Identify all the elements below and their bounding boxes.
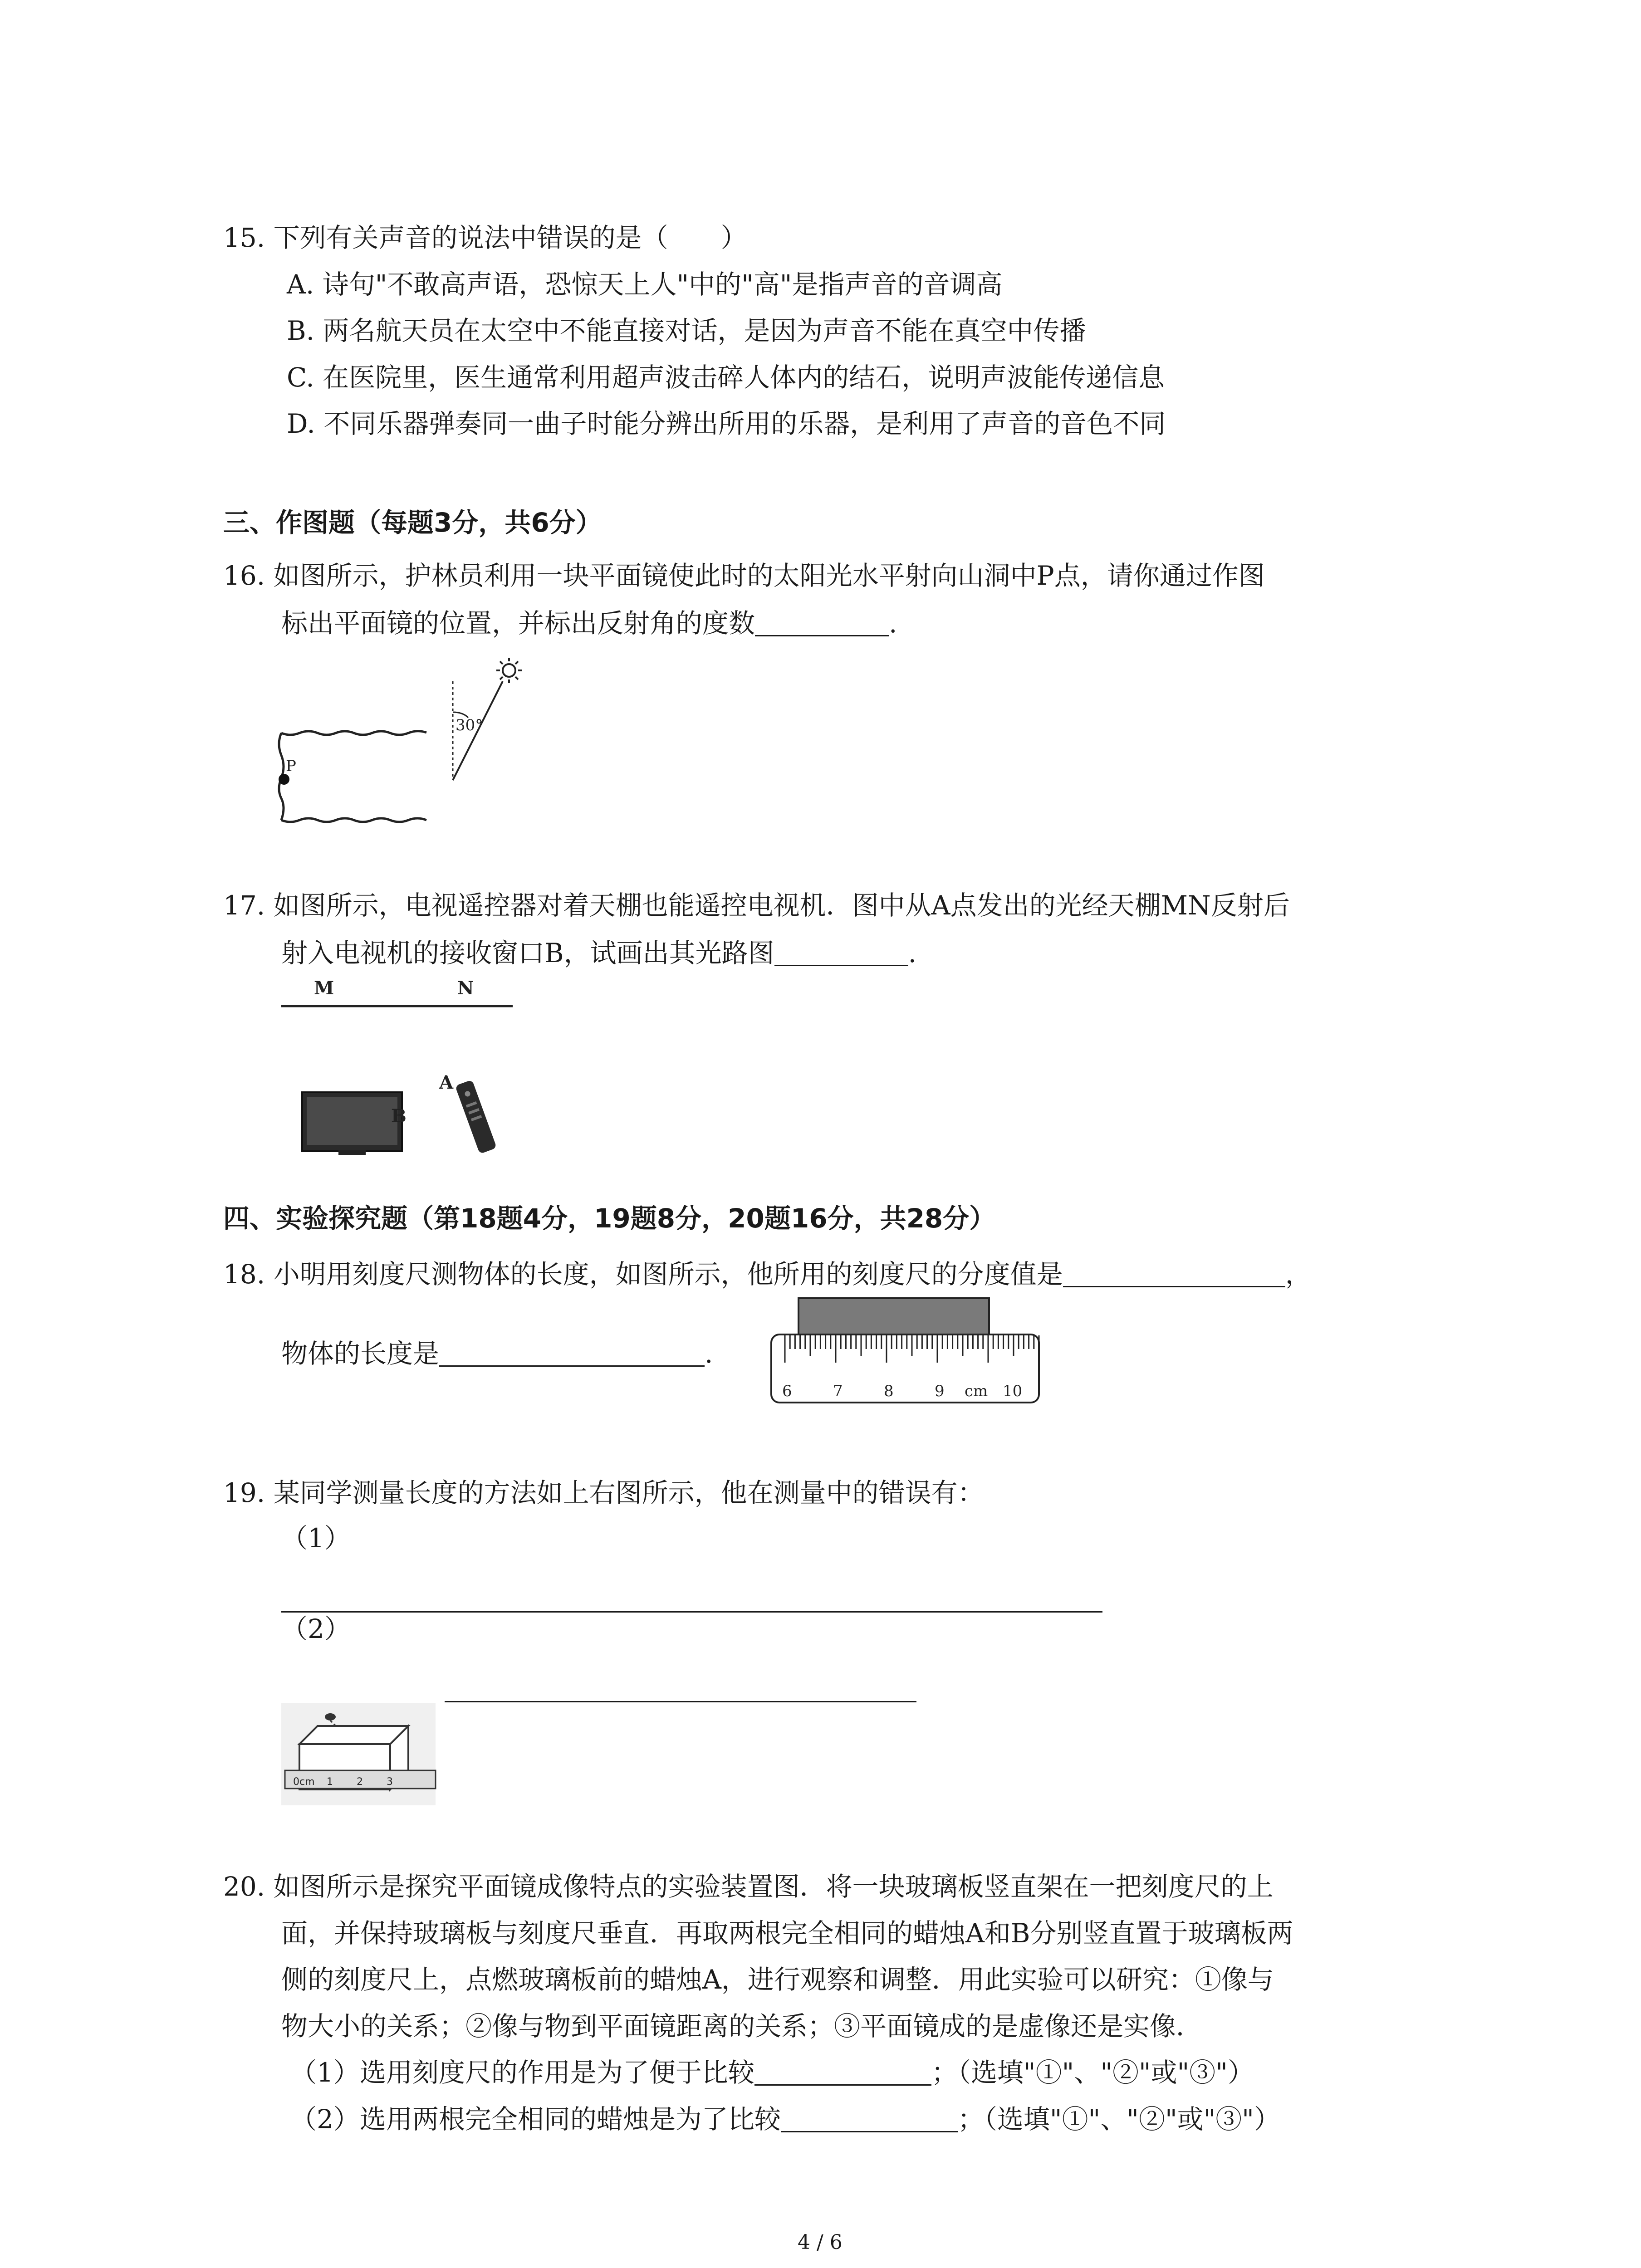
q15-option-d: D. 不同乐器弹奏同一曲子时能分辨出所用的乐器，是利用了声音的音色不同 bbox=[287, 408, 1166, 439]
q19-item2-label: （2） bbox=[281, 1613, 351, 1644]
q20-sub1-text: （1）选用刻度尺的作用是为了便于比较 bbox=[290, 2057, 754, 2088]
ruler-label-0cm: 0cm bbox=[293, 1776, 315, 1788]
cave-bottom-edge bbox=[281, 818, 426, 822]
q17-end: . bbox=[908, 938, 917, 968]
q20-sub1-end: ；（选填"①"、"②"或"③"） bbox=[931, 2057, 1254, 2088]
q19-stem: 19. 某同学测量长度的方法如上右图所示，他在测量中的错误有： bbox=[223, 1477, 984, 1508]
q18-answer-blank-1[interactable] bbox=[1063, 1262, 1285, 1287]
q20-sub1 bbox=[290, 2059, 1254, 2086]
q17-line2 bbox=[281, 940, 916, 966]
q15-stem: 15. 下列有关声音的说法中错误的是（ ） bbox=[223, 222, 747, 253]
q17-line2-text: 射入电视机的接收窗口B，试画出其光路图 bbox=[281, 938, 774, 968]
tv-icon bbox=[302, 1092, 402, 1155]
q16-end: . bbox=[889, 608, 897, 639]
q17-tv-remote-figure bbox=[277, 975, 513, 1157]
ruler-label-8: 8 bbox=[884, 1382, 894, 1400]
q16-line2-text: 标出平面镜的位置，并标出反射角的度数 bbox=[281, 608, 755, 639]
q19-answer-line-1[interactable] bbox=[281, 1611, 1102, 1613]
point-p-label: P bbox=[286, 757, 296, 775]
q16-line1: 16. 如图所示，护林员利用一块平面镜使此时的太阳光水平射向山洞中P点，请你通过作图 bbox=[223, 560, 1265, 591]
q18-line1 bbox=[223, 1259, 1312, 1290]
q20-sub2-end: ；（选填"①"、"②"或"③"） bbox=[957, 2104, 1280, 2135]
q18-ruler-figure bbox=[762, 1297, 1043, 1415]
label-n: N bbox=[457, 978, 474, 999]
section-3-title: 三、作图题（每题3分，共6分） bbox=[223, 507, 602, 538]
q18-line2-text: 物体的长度是 bbox=[281, 1338, 440, 1369]
q18-line1-end: ， bbox=[1285, 1259, 1312, 1290]
q18-line2 bbox=[281, 1340, 713, 1367]
q16-cave-mirror-figure bbox=[272, 644, 526, 835]
q16-line2 bbox=[281, 608, 897, 639]
q18-line2-end: . bbox=[705, 1338, 713, 1369]
q18-answer-blank-2[interactable] bbox=[439, 1342, 705, 1367]
ruler-label-1: 1 bbox=[327, 1776, 333, 1788]
q20-line1: 20. 如图所示是探究平面镜成像特点的实验装置图．将一块玻璃板竖直架在一把刻度尺的上 bbox=[223, 1871, 1274, 1902]
measured-object bbox=[798, 1298, 989, 1334]
q20-answer-blank-1[interactable] bbox=[754, 2061, 931, 2086]
q15-option-b: B. 两名航天员在太空中不能直接对话，是因为声音不能在真空中传播 bbox=[287, 315, 1086, 346]
point-p bbox=[279, 774, 289, 785]
q15-option-c: C. 在医院里，医生通常利用超声波击碎人体内的结石，说明声波能传递信息 bbox=[287, 362, 1165, 393]
page-number: 4 / 6 bbox=[798, 2231, 843, 2254]
label-m: M bbox=[314, 978, 334, 999]
eye-icon bbox=[325, 1713, 336, 1721]
q16-answer-blank[interactable] bbox=[755, 611, 889, 636]
sun-icon bbox=[496, 658, 522, 683]
ruler-label-2: 2 bbox=[357, 1776, 363, 1788]
ruler-label-3: 3 bbox=[387, 1776, 393, 1788]
q19-answer-line-2[interactable] bbox=[445, 1701, 916, 1702]
q20-sub2 bbox=[290, 2104, 1280, 2135]
angle-label: 30° bbox=[456, 716, 483, 734]
q20-line2: 面，并保持玻璃板与刻度尺垂直．再取两根完全相同的蜡烛A和B分别竖直置于玻璃板两 bbox=[281, 1918, 1293, 1949]
label-b: B bbox=[391, 1105, 407, 1127]
q17-answer-blank[interactable] bbox=[774, 941, 908, 966]
q20-answer-blank-2[interactable] bbox=[781, 2107, 958, 2132]
q18-line1-text: 18. 小明用刻度尺测物体的长度，如图所示，他所用的刻度尺的分度值是 bbox=[223, 1259, 1063, 1290]
q15-option-a: A. 诗句"不敢高声语，恐惊天上人"中的"高"是指声音的音调高 bbox=[287, 269, 1003, 300]
remote-control-icon bbox=[455, 1080, 497, 1154]
q20-sub2-text: （2）选用两根完全相同的蜡烛是为了比较 bbox=[290, 2104, 781, 2135]
ruler-label-6: 6 bbox=[782, 1382, 792, 1400]
q19-measurement-figure bbox=[281, 1703, 445, 1812]
section-4-title: 四、实验探究题（第18题4分，19题8分，20题16分，共28分） bbox=[223, 1203, 996, 1234]
q20-line4: 物大小的关系；②像与物到平面镜距离的关系；③平面镜成的是虚像还是实像． bbox=[281, 2011, 1203, 2042]
ruler-label-cm: cm bbox=[965, 1382, 988, 1400]
cave-top-edge bbox=[281, 731, 426, 735]
q19-item1-label: （1） bbox=[281, 1523, 351, 1554]
ruler-label-9: 9 bbox=[935, 1382, 945, 1400]
q17-line1: 17. 如图所示，电视遥控器对着天棚也能遥控电视机．图中从A点发出的光经天棚MN反射后 bbox=[223, 890, 1290, 921]
label-a: A bbox=[439, 1072, 454, 1093]
q20-line3: 侧的刻度尺上，点燃玻璃板前的蜡烛A，进行观察和调整．用此实验可以研究：①像与 bbox=[281, 1964, 1274, 1995]
ruler-label-10: 10 bbox=[1003, 1382, 1023, 1400]
ruler-label-7: 7 bbox=[833, 1382, 843, 1400]
